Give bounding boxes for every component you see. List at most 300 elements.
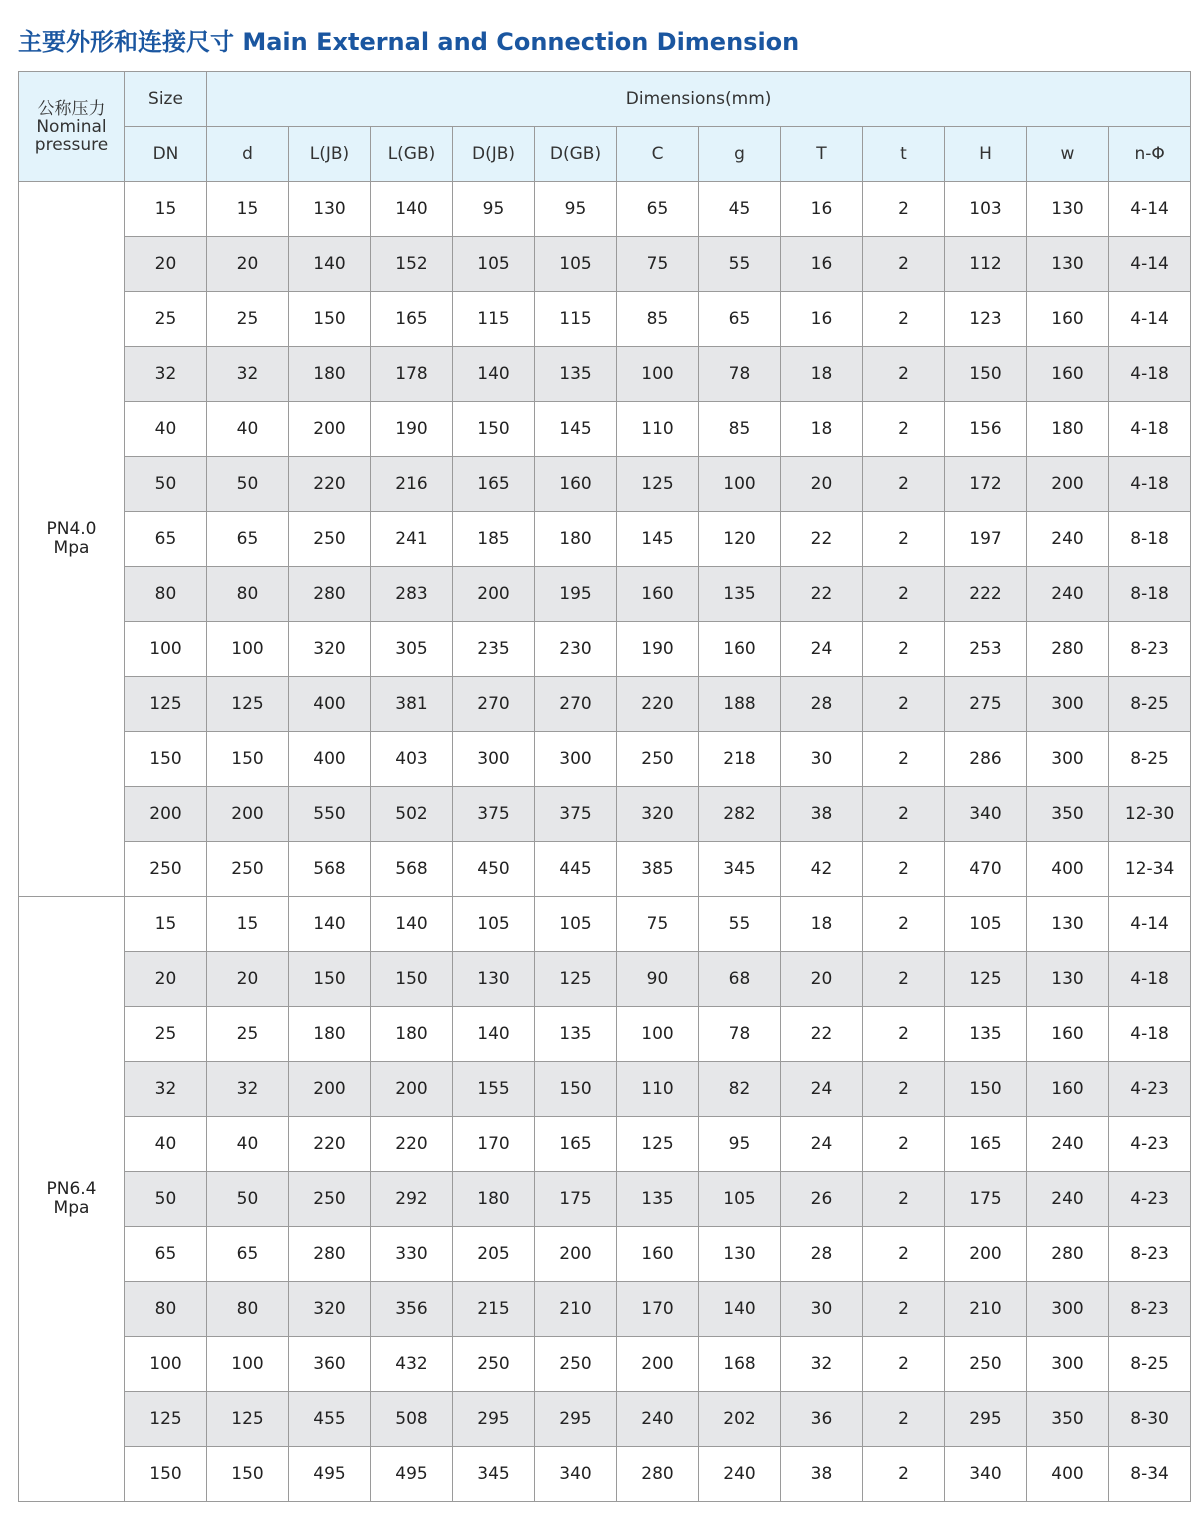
table-cell: 125 [125,1392,207,1447]
table-cell: 22 [781,567,863,622]
table-cell: 68 [699,952,781,1007]
table-cell: 40 [125,1117,207,1172]
table-cell: 300 [1027,1282,1109,1337]
table-row [19,1007,1191,1062]
table-cell: 280 [1027,1227,1109,1282]
size-header: Size [125,72,207,127]
column-header: D(GB) [535,127,617,182]
table-cell: 82 [699,1062,781,1117]
column-header: H [945,127,1027,182]
table-cell: 160 [617,567,699,622]
table-cell: 65 [699,292,781,347]
table-cell: 180 [371,1007,453,1062]
table-cell: 2 [863,182,945,237]
table-cell: 280 [1027,622,1109,677]
table-cell: 115 [453,292,535,347]
column-header: g [699,127,781,182]
table-cell: 145 [535,402,617,457]
table-cell: 400 [289,732,371,787]
table-cell: 115 [535,292,617,347]
table-cell: 375 [535,787,617,842]
table-cell: 165 [453,457,535,512]
table-cell: 150 [207,732,289,787]
table-row [19,677,1191,732]
dimension-table [18,71,1191,1502]
table-cell: 80 [207,567,289,622]
table-cell: 150 [289,952,371,1007]
table-cell: 20 [125,237,207,292]
nominal-pressure-header [19,72,125,182]
table-cell: 8-18 [1109,512,1191,567]
table-row [19,1117,1191,1172]
table-cell: 172 [945,457,1027,512]
pressure-group-label [19,182,125,897]
table-cell: 123 [945,292,1027,347]
table-cell: 230 [535,622,617,677]
pressure-value: PN6.4 [46,1179,97,1199]
nominal-pressure-cn: 公称压力 [37,98,106,119]
table-cell: 188 [699,677,781,732]
pressure-group-label [19,897,125,1502]
table-cell: 12-30 [1109,787,1191,842]
dimensions-header: Dimensions(mm) [207,72,1191,127]
table-row [19,842,1191,897]
table-cell: 340 [945,787,1027,842]
table-cell: 50 [207,457,289,512]
table-cell: 160 [617,1227,699,1282]
table-cell: 25 [207,1007,289,1062]
table-cell: 140 [453,347,535,402]
table-cell: 2 [863,1007,945,1062]
table-cell: 175 [945,1172,1027,1227]
table-cell: 135 [945,1007,1027,1062]
table-cell: 150 [125,1447,207,1502]
table-cell: 240 [699,1447,781,1502]
table-cell: 200 [1027,457,1109,512]
table-cell: 2 [863,677,945,732]
table-cell: 130 [1027,952,1109,1007]
table-cell: 42 [781,842,863,897]
table-cell: 222 [945,567,1027,622]
table-cell: 78 [699,347,781,402]
column-header: T [781,127,863,182]
table-cell: 568 [371,842,453,897]
table-cell: 292 [371,1172,453,1227]
table-cell: 65 [125,1227,207,1282]
table-cell: 32 [207,347,289,402]
table-cell: 125 [617,1117,699,1172]
table-cell: 50 [125,457,207,512]
column-header: DN [125,127,207,182]
table-cell: 432 [371,1337,453,1392]
table-cell: 65 [207,1227,289,1282]
table-cell: 240 [1027,1117,1109,1172]
table-cell: 15 [207,182,289,237]
table-cell: 125 [945,952,1027,1007]
page-title: 主要外形和连接尺寸 Main External and Connection Dimension [18,28,800,56]
table-cell: 170 [617,1282,699,1337]
table-cell: 160 [535,457,617,512]
table-row [19,1337,1191,1392]
table-cell: 110 [617,1062,699,1117]
table-cell: 295 [453,1392,535,1447]
table-cell: 30 [781,1282,863,1337]
table-cell: 283 [371,567,453,622]
table-cell: 152 [371,237,453,292]
table-cell: 400 [1027,842,1109,897]
table-cell: 210 [535,1282,617,1337]
table-row [19,952,1191,1007]
table-cell: 155 [453,1062,535,1117]
table-cell: 180 [1027,402,1109,457]
table-cell: 241 [371,512,453,567]
table-cell: 135 [535,347,617,402]
table-cell: 2 [863,897,945,952]
table-cell: 180 [535,512,617,567]
table-cell: 175 [535,1172,617,1227]
table-cell: 125 [207,677,289,732]
table-cell: 345 [699,842,781,897]
table-cell: 160 [1027,1062,1109,1117]
table-row [19,237,1191,292]
table-cell: 16 [781,182,863,237]
table-cell: 85 [699,402,781,457]
table-cell: 150 [207,1447,289,1502]
table-cell: 300 [1027,732,1109,787]
table-cell: 455 [289,1392,371,1447]
table-cell: 2 [863,952,945,1007]
table-cell: 16 [781,292,863,347]
table-cell: 345 [453,1447,535,1502]
table-cell: 100 [125,1337,207,1392]
table-cell: 145 [617,512,699,567]
table-cell: 32 [207,1062,289,1117]
table-cell: 220 [617,677,699,732]
table-cell: 295 [945,1392,1027,1447]
table-cell: 2 [863,237,945,292]
table-cell: 286 [945,732,1027,787]
table-cell: 50 [207,1172,289,1227]
table-cell: 550 [289,787,371,842]
table-cell: 4-18 [1109,402,1191,457]
table-cell: 250 [125,842,207,897]
table-cell: 280 [617,1447,699,1502]
table-body [19,182,1191,1502]
table-cell: 200 [945,1227,1027,1282]
table-cell: 2 [863,402,945,457]
table-cell: 8-25 [1109,732,1191,787]
table-cell: 38 [781,787,863,842]
table-cell: 178 [371,347,453,402]
table-cell: 65 [617,182,699,237]
table-cell: 300 [1027,1337,1109,1392]
table-cell: 4-14 [1109,292,1191,347]
table-cell: 8-34 [1109,1447,1191,1502]
table-cell: 320 [289,1282,371,1337]
table-cell: 160 [1027,1007,1109,1062]
table-cell: 2 [863,1282,945,1337]
table-cell: 125 [535,952,617,1007]
table-cell: 8-25 [1109,1337,1191,1392]
column-header: C [617,127,699,182]
table-cell: 300 [1027,677,1109,732]
table-cell: 282 [699,787,781,842]
table-cell: 95 [535,182,617,237]
table-cell: 12-34 [1109,842,1191,897]
table-cell: 8-23 [1109,1282,1191,1337]
table-cell: 130 [1027,237,1109,292]
table-cell: 4-18 [1109,952,1191,1007]
table-row [19,347,1191,402]
table-row [19,457,1191,512]
table-cell: 100 [699,457,781,512]
table-cell: 340 [535,1447,617,1502]
table-cell: 130 [1027,182,1109,237]
table-cell: 350 [1027,787,1109,842]
table-cell: 240 [1027,1172,1109,1227]
table-cell: 15 [207,897,289,952]
pressure-unit: Mpa [53,1198,90,1218]
table-cell: 55 [699,237,781,292]
table-cell: 185 [453,512,535,567]
table-cell: 30 [781,732,863,787]
table-cell: 250 [617,732,699,787]
table-cell: 105 [453,897,535,952]
table-row [19,897,1191,952]
table-cell: 2 [863,1447,945,1502]
table-cell: 165 [945,1117,1027,1172]
table-cell: 2 [863,1227,945,1282]
table-cell: 200 [125,787,207,842]
table-row [19,1447,1191,1502]
table-cell: 95 [699,1117,781,1172]
table-cell: 18 [781,897,863,952]
table-cell: 200 [289,1062,371,1117]
table-cell: 270 [535,677,617,732]
table-cell: 180 [289,1007,371,1062]
table-cell: 250 [207,842,289,897]
table-cell: 110 [617,402,699,457]
table-cell: 135 [617,1172,699,1227]
table-cell: 112 [945,237,1027,292]
table-cell: 320 [617,787,699,842]
table-cell: 215 [453,1282,535,1337]
table-cell: 135 [699,567,781,622]
table-cell: 250 [289,1172,371,1227]
table-cell: 4-23 [1109,1117,1191,1172]
table-cell: 32 [781,1337,863,1392]
table-cell: 8-25 [1109,677,1191,732]
table-cell: 250 [453,1337,535,1392]
table-cell: 2 [863,732,945,787]
table-cell: 20 [781,457,863,512]
table-cell: 150 [945,1062,1027,1117]
table-cell: 320 [289,622,371,677]
table-cell: 200 [289,402,371,457]
table-cell: 197 [945,512,1027,567]
column-header: L(JB) [289,127,371,182]
table-cell: 95 [453,182,535,237]
table-cell: 250 [289,512,371,567]
table-cell: 25 [207,292,289,347]
table-cell: 2 [863,347,945,402]
table-cell: 470 [945,842,1027,897]
table-cell: 2 [863,567,945,622]
table-row [19,512,1191,567]
column-header: t [863,127,945,182]
table-cell: 200 [535,1227,617,1282]
table-cell: 20 [207,237,289,292]
table-row [19,182,1191,237]
table-header [19,72,1191,182]
table-cell: 100 [617,347,699,402]
table-cell: 218 [699,732,781,787]
table-cell: 195 [535,567,617,622]
table-cell: 4-23 [1109,1172,1191,1227]
nominal-pressure-en: Nominal pressure [34,116,109,155]
table-cell: 150 [371,952,453,1007]
table-cell: 75 [617,237,699,292]
table-cell: 270 [453,677,535,732]
table-cell: 180 [289,347,371,402]
table-cell: 130 [699,1227,781,1282]
table-cell: 140 [371,182,453,237]
table-cell: 140 [371,897,453,952]
table-cell: 18 [781,347,863,402]
table-cell: 2 [863,1337,945,1392]
column-header: L(GB) [371,127,453,182]
table-cell: 24 [781,1117,863,1172]
table-cell: 356 [371,1282,453,1337]
table-cell: 135 [535,1007,617,1062]
pressure-value: PN4.0 [46,519,97,539]
table-cell: 38 [781,1447,863,1502]
table-cell: 125 [617,457,699,512]
table-cell: 20 [125,952,207,1007]
table-cell: 205 [453,1227,535,1282]
table-cell: 18 [781,402,863,457]
table-cell: 2 [863,787,945,842]
table-cell: 55 [699,897,781,952]
table-cell: 20 [781,952,863,1007]
table-cell: 40 [207,1117,289,1172]
table-cell: 140 [699,1282,781,1337]
table-cell: 400 [289,677,371,732]
table-cell: 80 [125,1282,207,1337]
table-cell: 250 [945,1337,1027,1392]
table-cell: 445 [535,842,617,897]
table-cell: 502 [371,787,453,842]
table-cell: 80 [207,1282,289,1337]
table-cell: 140 [289,237,371,292]
table-cell: 330 [371,1227,453,1282]
table-cell: 381 [371,677,453,732]
table-cell: 150 [535,1062,617,1117]
column-header: d [207,127,289,182]
table-cell: 200 [371,1062,453,1117]
table-cell: 280 [289,567,371,622]
table-cell: 28 [781,1227,863,1282]
table-cell: 130 [289,182,371,237]
table-cell: 75 [617,897,699,952]
table-cell: 8-18 [1109,567,1191,622]
table-cell: 15 [125,897,207,952]
table-cell: 32 [125,1062,207,1117]
table-cell: 220 [289,1117,371,1172]
table-row [19,1227,1191,1282]
table-cell: 85 [617,292,699,347]
column-header: w [1027,127,1109,182]
table-cell: 15 [125,182,207,237]
table-cell: 25 [125,292,207,347]
table-cell: 140 [453,1007,535,1062]
table-cell: 100 [617,1007,699,1062]
table-cell: 24 [781,1062,863,1117]
table-cell: 240 [1027,567,1109,622]
table-cell: 2 [863,1117,945,1172]
table-cell: 168 [699,1337,781,1392]
table-cell: 400 [1027,1447,1109,1502]
table-cell: 160 [699,622,781,677]
table-cell: 508 [371,1392,453,1447]
table-cell: 2 [863,292,945,347]
table-cell: 24 [781,622,863,677]
table-cell: 105 [945,897,1027,952]
table-row [19,787,1191,842]
table-cell: 165 [371,292,453,347]
table-cell: 305 [371,622,453,677]
table-cell: 200 [207,787,289,842]
table-cell: 28 [781,677,863,732]
table-cell: 375 [453,787,535,842]
table-cell: 4-14 [1109,182,1191,237]
table-cell: 2 [863,842,945,897]
table-row [19,1282,1191,1337]
table-cell: 170 [453,1117,535,1172]
table-cell: 275 [945,677,1027,732]
table-cell: 80 [125,567,207,622]
table-cell: 150 [289,292,371,347]
table-cell: 4-18 [1109,1007,1191,1062]
table-cell: 26 [781,1172,863,1227]
table-cell: 20 [207,952,289,1007]
table-cell: 160 [1027,347,1109,402]
table-cell: 220 [289,457,371,512]
table-cell: 2 [863,512,945,567]
table-cell: 220 [371,1117,453,1172]
table-cell: 253 [945,622,1027,677]
table-cell: 125 [207,1392,289,1447]
table-cell: 235 [453,622,535,677]
table-cell: 190 [617,622,699,677]
table-cell: 100 [125,622,207,677]
table-cell: 78 [699,1007,781,1062]
table-cell: 4-18 [1109,347,1191,402]
pressure-unit: Mpa [53,538,90,558]
table-row [19,567,1191,622]
table-cell: 300 [535,732,617,787]
table-cell: 150 [125,732,207,787]
table-cell: 120 [699,512,781,567]
table-cell: 8-30 [1109,1392,1191,1447]
column-header: n-Φ [1109,127,1191,182]
table-cell: 45 [699,182,781,237]
table-cell: 25 [125,1007,207,1062]
table-cell: 295 [535,1392,617,1447]
table-cell: 65 [125,512,207,567]
table-cell: 2 [863,1062,945,1117]
table-cell: 150 [453,402,535,457]
